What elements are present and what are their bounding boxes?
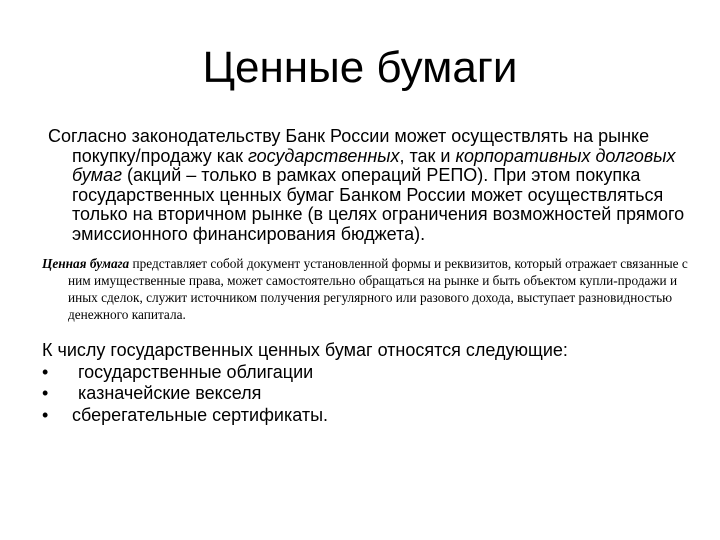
list-item (42, 405, 692, 427)
bullet-icon: • (42, 404, 49, 425)
page-title: Ценные бумаги (202, 43, 518, 92)
list-item-label: государственные облигации (78, 361, 314, 382)
bullet-icon: • (42, 383, 49, 403)
intro-paragraph (48, 127, 720, 244)
list-item-label: сберегательные сертификаты. (72, 404, 329, 425)
definition-text: представляет собой документ установленной формы и реквизитов, который отражает связанные с ним имущественные права, может самостоятельно обращаться на рынке и быть объектом купли-продажи и иных сделок, служит источником получения регулярного или разового дохода, выступает разновидностью денежного капитала. (68, 256, 688, 322)
list-intro: К числу государственных ценных бумаг относятся следующие: (42, 340, 568, 360)
intro-text-2: , так и (399, 145, 456, 166)
definition-paragraph (42, 255, 708, 323)
securities-list-block (42, 340, 692, 426)
list-item-label: казначейские векселя (78, 383, 262, 403)
intro-italic-state: государственных (247, 145, 400, 166)
intro-text-1: Согласно законодательству Банк России может осуществлять на рынке покупку/продажу как (48, 126, 650, 166)
definition-term: Ценная бумага (42, 256, 130, 271)
list-item (42, 383, 692, 405)
bullet-icon: • (42, 361, 49, 382)
securities-list (42, 362, 692, 427)
intro-text-3: (акций – только в рамках операций РЕПО). При этом покупка государственных ценных бумаг Банком России может осуществляться только на вторичном рынке (в целях ограничения возможностей прямого эмиссионного финансирования бюджета). (72, 165, 685, 244)
intro-italic-corporate: корпоративных долговых бумаг (72, 145, 676, 185)
list-item (42, 362, 692, 384)
